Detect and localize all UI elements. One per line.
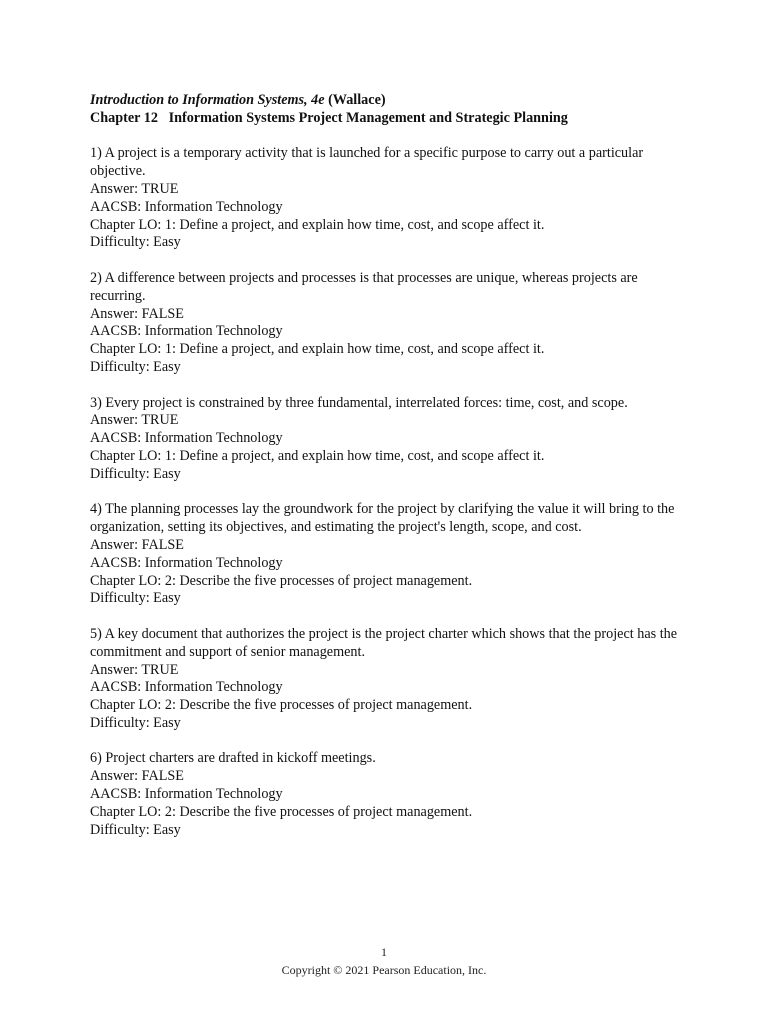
chapter-label: Chapter 12 [90,109,158,126]
question-answer: Answer: FALSE [90,305,184,322]
question-text: 1) A project is a temporary activity that is launched for a specific purpose to carry out a particular objective. [90,145,644,180]
question-answer: Answer: TRUE [90,180,179,197]
question-item [90,270,690,377]
question-chapter-lo: Chapter LO: 2: Describe the five processes of project management. [90,572,473,589]
page-content [90,92,690,839]
question-aacsb: AACSB: Information Technology [90,430,283,447]
question-item [90,501,690,608]
question-item [90,750,690,839]
question-difficulty: Difficulty: Easy [90,358,181,375]
question-chapter-lo: Chapter LO: 2: Describe the five processes of project management. [90,697,473,714]
question-chapter-lo: Chapter LO: 1: Define a project, and explain how time, cost, and scope affect it. [90,216,545,233]
book-author: (Wallace) [324,92,386,108]
question-aacsb: AACSB: Information Technology [90,679,283,696]
question-chapter-lo: Chapter LO: 2: Describe the five processes of project management. [90,803,473,820]
copyright-notice: Copyright © 2021 Pearson Education, Inc. [281,963,487,977]
question-item [90,626,690,733]
question-aacsb: AACSB: Information Technology [90,786,283,803]
question-item [90,395,690,484]
question-text: 2) A difference between projects and processes is that processes are unique, whereas projects are recurring. [90,269,638,304]
page-number: 1 [381,945,387,959]
question-difficulty: Difficulty: Easy [90,590,181,607]
chapter-title: Information Systems Project Management and Strategic Planning [168,109,568,126]
question-difficulty: Difficulty: Easy [90,714,181,731]
question-difficulty: Difficulty: Easy [90,465,181,482]
question-difficulty: Difficulty: Easy [90,821,181,838]
question-text: 3) Every project is constrained by three fundamental, interrelated forces: time, cost, and scope. [90,394,628,411]
question-aacsb: AACSB: Information Technology [90,554,283,571]
question-answer: Answer: FALSE [90,768,184,785]
question-aacsb: AACSB: Information Technology [90,198,283,215]
question-item [90,145,690,252]
book-title: Introduction to Information Systems, 4e [90,92,325,108]
question-chapter-lo: Chapter LO: 1: Define a project, and explain how time, cost, and scope affect it. [90,341,545,358]
chapter-heading [90,110,690,128]
question-text: 6) Project charters are drafted in kickoff meetings. [90,750,376,767]
question-text: 4) The planning processes lay the groundwork for the project by clarifying the value it will bring to the organization, setting its objectives, and estimating the project's length, scope, and cost. [90,501,675,536]
question-aacsb: AACSB: Information Technology [90,323,283,340]
book-heading [90,92,690,110]
question-answer: Answer: TRUE [90,412,179,429]
question-text: 5) A key document that authorizes the project is the project charter which shows that the project has the commitment and support of senior management. [90,625,678,660]
question-difficulty: Difficulty: Easy [90,234,181,251]
question-chapter-lo: Chapter LO: 1: Define a project, and explain how time, cost, and scope affect it. [90,447,545,464]
question-answer: Answer: FALSE [90,536,184,553]
question-answer: Answer: TRUE [90,661,179,678]
